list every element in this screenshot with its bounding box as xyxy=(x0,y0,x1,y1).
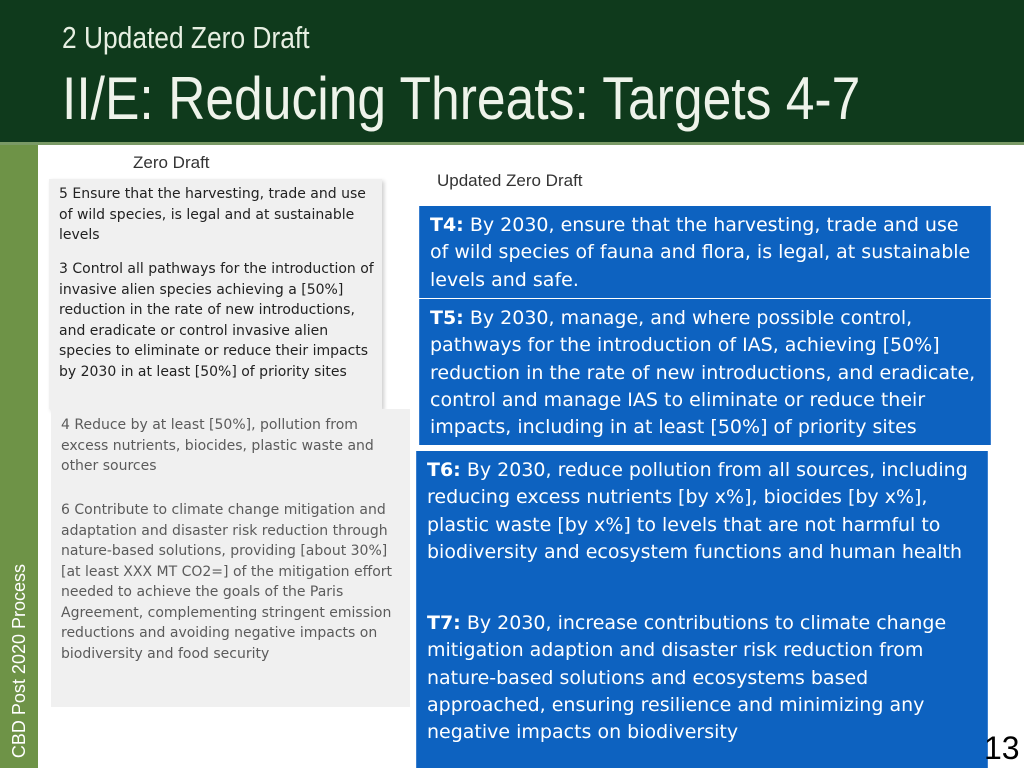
target-card-t7 xyxy=(416,604,988,768)
updated-zero-draft-heading: Updated Zero Draft xyxy=(437,171,583,190)
zero-draft-target-3: 3 Control all pathways for the introduction of invasive alien species achieving a [50%] reduction in the rate of new introductions, and eradicate or control invasive alien species to eliminate or reduce their impacts by 2030 in at least [50%] of priority sites xyxy=(59,261,374,380)
zero-draft-heading: Zero Draft xyxy=(133,153,210,172)
target-text: By 2030, reduce pollution from all sources, including reducing excess nutrients [by x%], biocides [by x%], plastic waste [by x%] to levels that are not harmful to biodiversity and ecosystem functions and human health xyxy=(427,459,968,563)
target-label: T6: xyxy=(427,459,461,481)
target-text: By 2030, ensure that the harvesting, trade and use of wild species of fauna and flora, is legal, at sustainable levels and safe. xyxy=(430,214,971,291)
target-label: T5: xyxy=(430,307,464,329)
zero-draft-target-4: 4 Reduce by at least [50%], pollution from excess nutrients, biocides, plastic waste and other sources xyxy=(61,417,374,474)
slide-subtitle: 2 Updated Zero Draft xyxy=(62,20,310,55)
side-bar xyxy=(0,145,38,768)
zero-draft-target-5: 5 Ensure that the harvesting, trade and use of wild species, is legal and at sustainable levels xyxy=(59,186,366,243)
zero-draft-box-top xyxy=(49,179,382,409)
target-text: By 2030, manage, and where possible control, pathways for the introduction of IAS, achieving [50%] reduction in the rate of new introductions, and eradicate, control and manage IAS to eliminate or reduce their impacts, including in at least [50%] of priority sites xyxy=(430,307,976,439)
sidebar-label: CBD Post 2020 Process xyxy=(8,563,29,758)
zero-draft-target-6: 6 Contribute to climate change mitigation and adaptation and disaster risk reduction through nature-based solutions, providing [about 30%] [at least XXX MT CO2=] of the mitigation effort needed to achieve the goals of the Paris Agreement, complementing stringent emission reductions and avoiding negative impacts on biodiversity and food security xyxy=(61,502,393,662)
zero-draft-box-bottom xyxy=(51,409,410,707)
target-label: T4: xyxy=(430,214,464,236)
target-card-t6 xyxy=(416,451,988,604)
target-label: T7: xyxy=(427,612,461,634)
target-card-t5 xyxy=(419,299,991,445)
page-number: 13 xyxy=(984,730,1020,766)
target-text: By 2030, increase contributions to climate change mitigation adaption and disaster risk reduction from nature-based solutions and ecosystems based approached, ensuring resilience and minimizing any negative impacts on biodiversity xyxy=(427,612,947,744)
slide-title: II/E: Reducing Threats: Targets 4-7 xyxy=(62,65,861,132)
title-banner xyxy=(0,0,1024,145)
target-card-t4 xyxy=(419,206,991,298)
